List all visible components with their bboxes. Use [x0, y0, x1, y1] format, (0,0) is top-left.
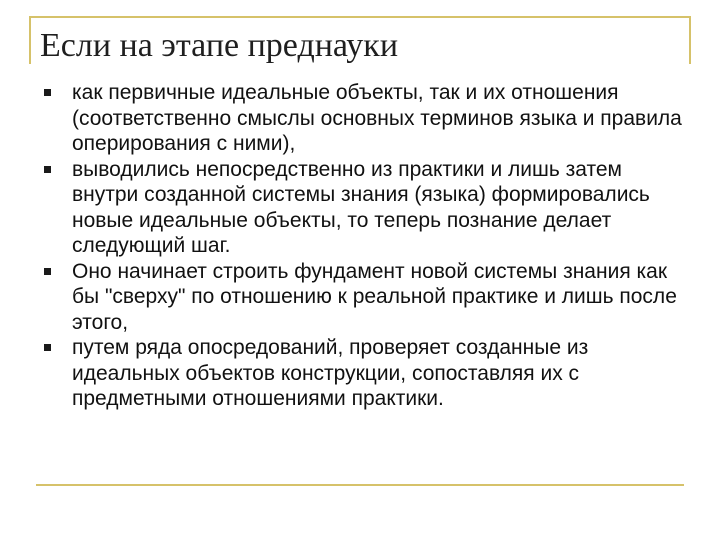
square-bullet-icon	[44, 89, 51, 96]
square-bullet-icon	[44, 268, 51, 275]
right-border-line	[689, 16, 691, 64]
slide-title: Если на этапе преднауки	[40, 27, 399, 64]
bullet-item	[36, 80, 686, 157]
bullet-item	[36, 335, 686, 412]
bottom-border-line	[36, 484, 684, 486]
bullet-item	[36, 259, 686, 336]
left-border-line	[29, 16, 31, 64]
bullet-text: выводились непосредственно из практики и лишь затем внутри созданной системы знания (языка) формировались новые идеальные объекты, то теперь познание делает следующий шаг.	[72, 157, 650, 257]
bullet-text: путем ряда опосредований, проверяет созданные из идеальных объектов конструкции, сопоставляя их с предметными отношениями практики.	[72, 336, 589, 410]
square-bullet-icon	[44, 344, 51, 351]
square-bullet-icon	[44, 166, 51, 173]
bullet-list	[36, 80, 686, 412]
top-border-line	[29, 16, 691, 18]
bullet-text: Оно начинает строить фундамент новой системы знания как бы "сверху" по отношению к реальной практике и лишь после этого,	[72, 259, 677, 334]
bullet-item	[36, 157, 686, 259]
bullet-text: как первичные идеальные объекты, так и их отношения (соответственно смыслы основных терминов языка и правила оперирования с ними),	[72, 81, 682, 155]
